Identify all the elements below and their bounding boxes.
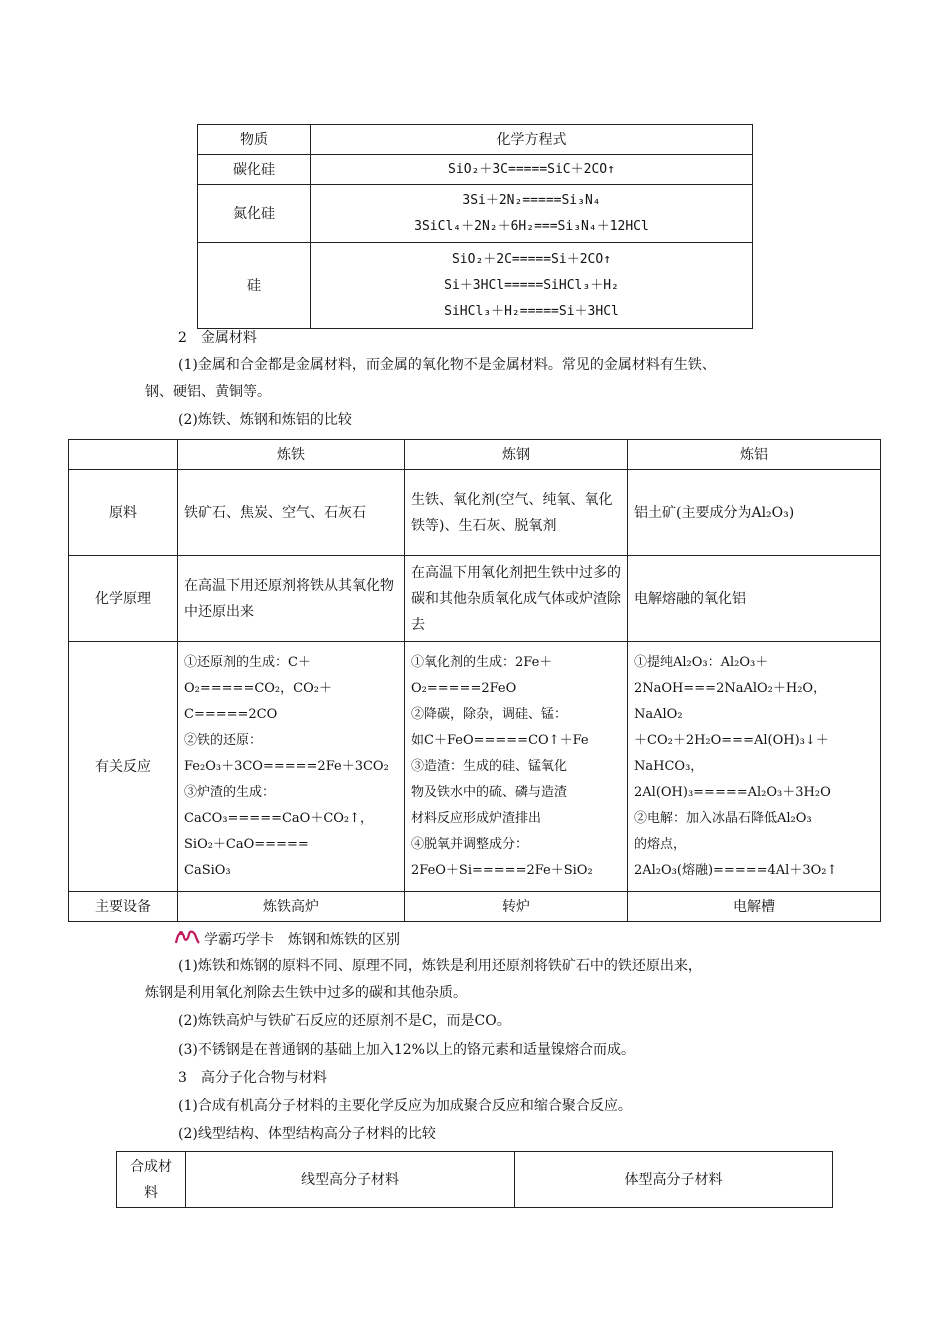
- reaction-line: ②电解：加入冰晶石降低Al₂O₃: [634, 810, 812, 826]
- equation: Si＋3HCl=====SiHCl₃＋H₂: [444, 277, 619, 293]
- reactions-iron: [178, 642, 405, 892]
- row-label-equipment: 主要设备: [69, 892, 178, 922]
- reaction-line: ①还原剂的生成：C＋: [184, 654, 311, 670]
- reaction-line: CaSiO₃: [184, 862, 231, 878]
- reaction-line: ①氧化剂的生成：2Fe＋: [411, 654, 553, 670]
- raw-aluminum: 铝土矿(主要成分为Al₂O₃): [628, 470, 881, 556]
- equation-cell: [311, 155, 753, 185]
- reaction-line: CaCO₃=====CaO＋CO₂↑，: [184, 810, 374, 826]
- header-aluminum: 炼铝: [628, 440, 881, 470]
- header-linear-polymer: 线型高分子材料: [186, 1152, 515, 1208]
- paragraph: (2)线型结构、体型结构高分子材料的比较: [178, 1126, 436, 1142]
- raw-iron: 铁矿石、焦炭、空气、石灰石: [178, 470, 405, 556]
- tip-paragraph: (3)不锈钢是在普通钢的基础上加入12%以上的铬元素和适量镍熔合而成。: [178, 1042, 635, 1058]
- equation-cell: [311, 185, 753, 243]
- reaction-line: O₂=====2FeO: [411, 680, 517, 696]
- paragraph: (1)合成有机高分子材料的主要化学反应为加成聚合反应和缩合聚合反应。: [178, 1098, 632, 1114]
- reaction-line: ＋CO₂＋2H₂O===Al(OH)₃↓＋: [634, 732, 829, 748]
- reaction-line: Fe₂O₃＋3CO=====2Fe＋3CO₂: [184, 758, 389, 774]
- paragraph: (2)炼铁、炼钢和炼铝的比较: [178, 412, 352, 428]
- section-2-title: 2 金属材料: [178, 330, 257, 346]
- tip-paragraph: 炼钢是利用氧化剂除去生铁中过多的碳和其他杂质。: [145, 985, 467, 1001]
- reaction-line: 2Al(OH)₃=====Al₂O₃＋3H₂O: [634, 784, 831, 800]
- row-name: 硅: [198, 243, 311, 329]
- reaction-line: 2FeO＋Si=====2Fe＋SiO₂: [411, 862, 593, 878]
- equipment-iron: 炼铁高炉: [178, 892, 405, 922]
- reaction-line: ②铁的还原：: [184, 732, 263, 748]
- principle-aluminum: 电解熔融的氧化铝: [628, 556, 881, 642]
- row-label-raw: 原料: [69, 470, 178, 556]
- equation: SiO₂＋3C=====SiC＋2CO↑: [448, 161, 615, 177]
- equipment-steel: 转炉: [405, 892, 628, 922]
- reaction-line: 2NaOH===2NaAlO₂＋H₂O，NaAlO₂: [634, 680, 827, 722]
- row-name: 碳化硅: [198, 155, 311, 185]
- reactions-steel: [405, 642, 628, 892]
- tip-badge-icon: [174, 928, 200, 952]
- tip-paragraph: (2)炼铁高炉与铁矿石反应的还原剂不是C，而是CO。: [178, 1013, 511, 1029]
- header-equation: 化学方程式: [311, 125, 753, 155]
- polymer-comparison-table: [116, 1151, 833, 1208]
- paragraph: 钢、硬铝、黄铜等。: [145, 384, 271, 400]
- row-label-principle: 化学原理: [69, 556, 178, 642]
- header-network-polymer: 体型高分子材料: [515, 1152, 833, 1208]
- row-name: 氮化硅: [198, 185, 311, 243]
- reaction-line: 如C＋FeO=====CO↑＋Fe: [411, 732, 589, 748]
- reaction-line: NaHCO₃，: [634, 758, 704, 774]
- reaction-line: 材料反应形成炉渣排出: [411, 810, 542, 826]
- principle-iron: 在高温下用还原剂将铁从其氧化物中还原出来: [178, 556, 405, 642]
- paragraph: (1)金属和合金都是金属材料，而金属的氧化物不是金属材料。常见的金属材料有生铁、: [178, 357, 716, 373]
- reaction-line: SiO₂＋CaO=====: [184, 836, 309, 852]
- raw-steel: 生铁、氧化剂(空气、纯氧、氧化铁等)、生石灰、脱氧剂: [405, 470, 628, 556]
- header-substance: 物质: [198, 125, 311, 155]
- reaction-line: 的熔点，: [634, 836, 687, 852]
- equation: SiHCl₃＋H₂=====Si＋3HCl: [444, 303, 619, 319]
- reaction-line: O₂=====CO₂，CO₂＋C=====2CO: [184, 680, 332, 722]
- reaction-line: ③造渣：生成的硅、锰氧化: [411, 758, 568, 774]
- equipment-aluminum: 电解槽: [628, 892, 881, 922]
- tip-title-line: [174, 928, 400, 952]
- equation: 3SiCl₄＋2N₂＋6H₂===Si₃N₄＋12HCl: [414, 218, 649, 234]
- reaction-line: ②降碳，除杂，调硅、锰：: [411, 706, 568, 722]
- metal-smelting-comparison-table: [68, 439, 881, 922]
- tip-paragraph: (1)炼铁和炼钢的原料不同、原理不同，炼铁是利用还原剂将铁矿石中的铁还原出来，: [178, 958, 702, 974]
- reactions-aluminum: [628, 642, 881, 892]
- header-iron: 炼铁: [178, 440, 405, 470]
- equation: SiO₂＋2C=====Si＋2CO↑: [451, 251, 612, 267]
- section-3-title: 3 高分子化合物与材料: [178, 1070, 327, 1086]
- reaction-line: ③炉渣的生成：: [184, 784, 276, 800]
- tip-title: 学霸巧学卡 炼钢和炼铁的区别: [204, 932, 400, 948]
- reaction-line: 物及铁水中的硫、磷与造渣: [411, 784, 568, 800]
- header-steel: 炼钢: [405, 440, 628, 470]
- equation-cell: [311, 243, 753, 329]
- reaction-line: 2Al₂O₃(熔融)=====4Al＋3O₂↑: [634, 862, 838, 878]
- silicon-compounds-table: [197, 124, 753, 329]
- row-label-reactions: 有关反应: [69, 642, 178, 892]
- principle-steel: 在高温下用氧化剂把生铁中过多的碳和其他杂质氧化成气体或炉渣除去: [405, 556, 628, 642]
- header-empty: [69, 440, 178, 470]
- reaction-line: ①提纯Al₂O₃：Al₂O₃＋: [634, 654, 769, 670]
- equation: 3Si＋2N₂=====Si₃N₄: [462, 192, 601, 208]
- header-synthetic-material: 合成材料: [117, 1152, 186, 1208]
- reaction-line: ④脱氧并调整成分：: [411, 836, 529, 852]
